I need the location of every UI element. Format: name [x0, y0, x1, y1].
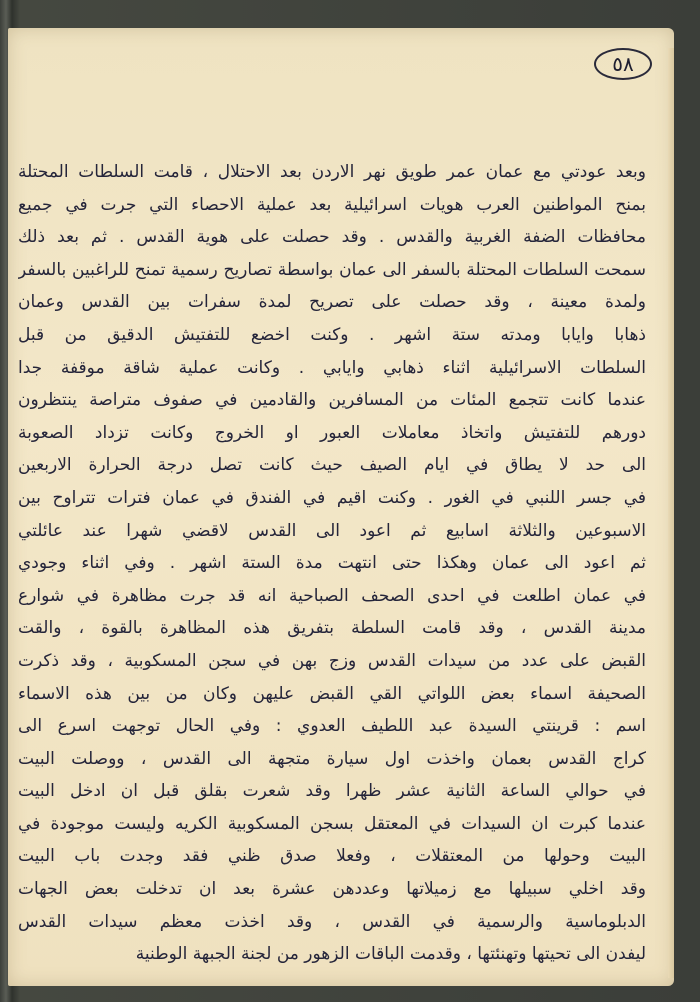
text-line: اسم : قرينتي السيدة عبد اللطيف العدوي : وفي الحال توجهت اسرع الى — [18, 716, 646, 737]
notebook-page — [8, 28, 674, 986]
text-line: القبض على عدد من سيدات القدس وزج بهن في سجن المسكوبية ، وقد ذكرت — [18, 650, 646, 671]
text-line: دورهم للتفتيش واتخاذ معاملات العبور او الخروج وكانت تزداد الصعوبة — [18, 422, 646, 443]
handwritten-text — [18, 156, 646, 971]
text-line: الصحيفة اسماء بعض اللواتي القي القبض عليهن وكان من بين هذه الاسماء — [18, 683, 646, 704]
text-line: ولمدة معينة ، وقد حصلت على تصريح لمدة سفرات بين القدس وعمان — [18, 292, 646, 313]
text-line: في حوالي الساعة الثانية عشر ظهرا وقد شعرت بقلق قبل ان ادخل البيت — [18, 781, 646, 802]
text-line: البيت وحولها من المعتقلات ، وفعلا صدق ظني فقد وجدت باب البيت — [18, 846, 646, 867]
text-line: وقد اخلي سبيلها مع زميلاتها وعددهن عشرة بعد ان تدخلت بعض الجهات — [18, 879, 646, 900]
text-line: سمحت السلطات المحتلة بالسفر الى عمان بواسطة تصاريح رسمية تمنح للراغبين بالسفر — [18, 259, 646, 280]
text-line: ثم اعود الى عمان وهكذا حتى انتهت مدة الستة اشهر . وفي اثناء وجودي — [18, 553, 646, 574]
text-line: وبعد عودتي مع عمان عمر طويق نهر الاردن بعد الاحتلال ، قامت السلطات المحتلة — [18, 162, 646, 182]
text-line: مدينة القدس ، وقد قامت السلطة بتفريق هذه المظاهرة بالقوة ، والقت — [18, 618, 646, 639]
text-line: عندما كانت تتجمع المئات من المسافرين والقادمين في صفوف متراصة ينتظرون — [18, 390, 646, 411]
text-line: في جسر اللنبي في الغور . وكنت اقيم في الفندق في عمان فترات تتراوح بين — [18, 487, 646, 508]
text-line: بمنح المواطنين العرب هويات اسرائيلية بعد عملية الاحصاء التي جرت في جميع — [18, 194, 646, 215]
page-edge — [668, 48, 674, 978]
text-line: ذهابا وايابا ومدته ستة اشهر . وكنت اخضع للتفتيش الدقيق من قبل — [18, 324, 646, 345]
text-line: عندما كبرت ان السيدات في المعتقل بسجن المسكوبية الكريه وليست موجودة في — [18, 813, 646, 834]
text-line: الى حد لا يطاق في ايام الصيف حيث كانت تصل درجة الحرارة الاربعين — [18, 455, 646, 476]
text-line: الاسبوعين والثلاثة اسابيع ثم اعود الى القدس لاقضي شهرا عند عائلتي — [18, 520, 646, 541]
text-line: السلطات الاسرائيلية اثناء ذهابي وايابي . وكانت عملية شاقة موقفة جدا — [18, 357, 646, 378]
text-line: كراج القدس بعمان واخذت اول سيارة متجهة الى القدس ، ووصلت البيت — [18, 748, 646, 769]
text-line: محافظات الضفة الغربية والقدس . وقد حصلت على هوية القدس . ثم بعد ذلك — [18, 227, 646, 248]
text-line: ليفدن الى تحيتها وتهنئتها ، وقدمت الباقات الزهور من لجنة الجبهة الوطنية — [135, 944, 646, 965]
page-number: ٥٨ — [594, 48, 652, 80]
text-line: الدبلوماسية والرسمية في القدس ، وقد اخذت معظم سيدات القدس — [18, 911, 646, 932]
text-line: في عمان اطلعت في احدى الصحف الصباحية انه قد جرت مظاهرة في شوارع — [18, 585, 646, 606]
